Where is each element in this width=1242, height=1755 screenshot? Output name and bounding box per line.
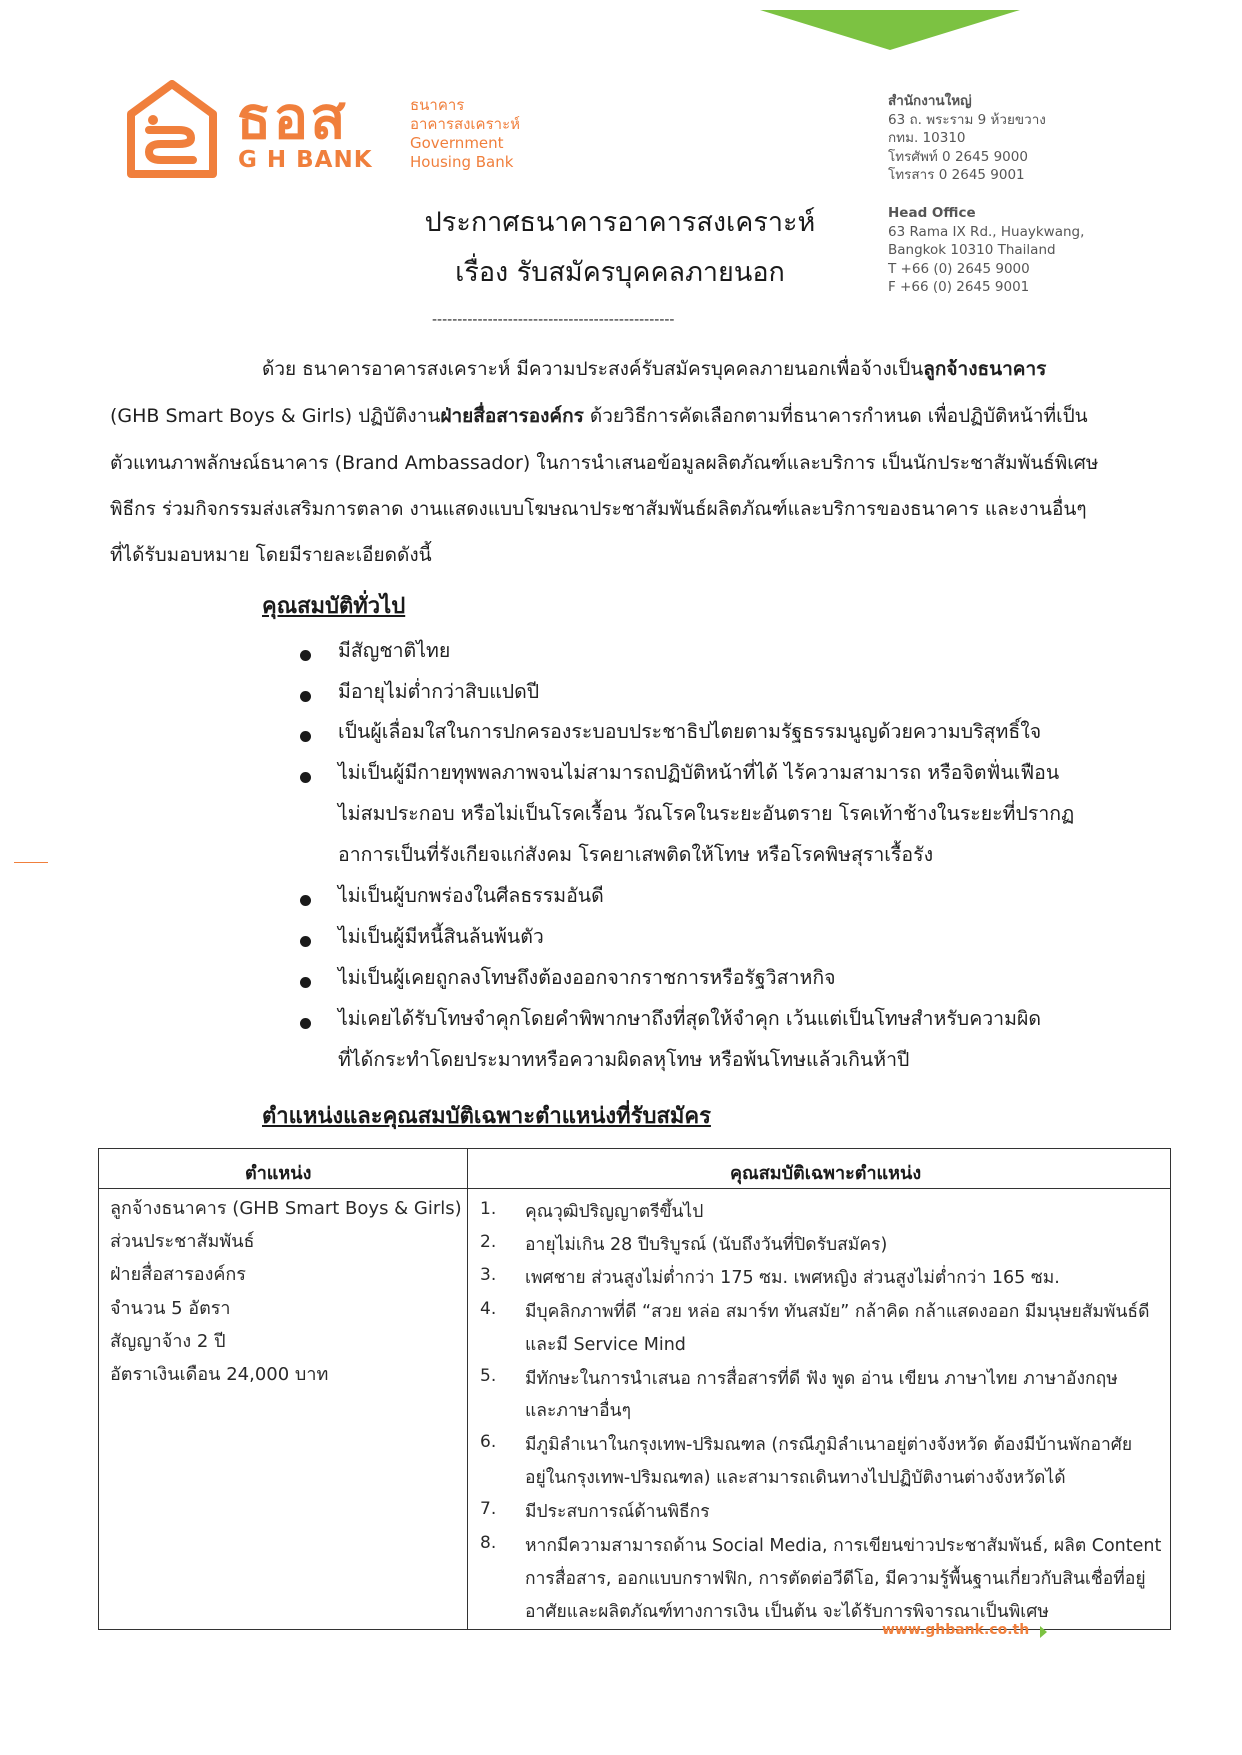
intro-bold-text: ลูกจ้างธนาคาร [923, 358, 1047, 380]
table-header-qualifications: คุณสมบัติเฉพาะตำแหน่ง [730, 1163, 922, 1184]
qualification-number: 5. [480, 1366, 497, 1386]
bullet-icon [300, 977, 311, 988]
qualification-text: อาศัยและผลิตภัณฑ์ทางการเงิน เป็นต้น จะได้รับการพิจารณาเป็นพิเศษ [525, 1602, 1049, 1622]
table-header-position: ตำแหน่ง [245, 1163, 312, 1184]
address-line: โทรศัพท์ 0 2645 9000 [888, 148, 1028, 165]
address-thai-heading: สำนักงานใหญ่ [888, 93, 972, 109]
address-line: 63 ถ. พระราม 9 ห้วยขวาง [888, 111, 1046, 128]
position-line: อัตราเงินเดือน 24,000 บาท [110, 1364, 329, 1385]
qualification-number: 8. [480, 1533, 497, 1553]
qualification-text: อยู่ในกรุงเทพ-ปริมณฑล) และสามารถเดินทางไปปฏิบัติงานต่างจังหวัดได้ [525, 1468, 1066, 1488]
bullet-icon [300, 650, 311, 661]
qualification-item: ไม่เป็นผู้มีกายทุพพลภาพจนไม่สามารถปฏิบัติหน้าที่ได้ ไร้ความสามารถ หรือจิตฟั่นเฟือน [338, 761, 1060, 784]
address-english [888, 204, 1084, 297]
position-line: ฝ่ายสื่อสารองค์กร [110, 1264, 246, 1285]
general-qualifications-heading: คุณสมบัติทั่วไป [262, 594, 406, 619]
address-thai [888, 92, 1046, 185]
qualification-text: มีภูมิลำเนาในกรุงเทพ-ปริมณฑล (กรณีภูมิลำเนาอยู่ต่างจังหวัด ต้องมีบ้านพักอาศัย [525, 1435, 1133, 1455]
qualification-number: 2. [480, 1232, 497, 1252]
title-separator: ------------------------------------------------ [432, 312, 675, 328]
qualification-item: มีสัญชาติไทย [338, 639, 451, 662]
table-column-divider [467, 1148, 468, 1630]
logo-sub-line: Government [410, 134, 504, 152]
intro-line: พิธีกร ร่วมกิจกรรมส่งเสริมการตลาด งานแสดงแบบโฆษณาประชาสัมพันธ์ผลิตภัณฑ์และบริการของธนาคาร และงานอื่นๆ [110, 498, 1087, 520]
position-section-heading: ตำแหน่งและคุณสมบัติเฉพาะตำแหน่งที่รับสมัคร [262, 1104, 711, 1129]
intro-text: ปฏิบัติงาน [352, 405, 441, 427]
intro-text: (GHB Smart Boys & Girls) [110, 405, 353, 427]
ghb-house-logo-icon [127, 80, 217, 178]
qualification-text: และมี Service Mind [525, 1335, 686, 1355]
address-line: F +66 (0) 2645 9001 [888, 279, 1030, 295]
bullet-icon [300, 1018, 311, 1029]
qualification-item: ไม่เป็นผู้มีหนี้สินล้นพ้นตัว [338, 925, 544, 948]
logo-sub-line: Housing Bank [410, 153, 514, 171]
position-line: สัญญาจ้าง 2 ปี [110, 1331, 226, 1352]
qualification-item: ไม่เคยได้รับโทษจำคุกโดยคำพิพากษาถึงที่สุดให้จำคุก เว้นแต่เป็นโทษสำหรับความผิด [338, 1007, 1042, 1030]
qualification-item: ไม่เป็นผู้บกพร่องในศีลธรรมอันดี [338, 884, 604, 907]
intro-line: ที่ได้รับมอบหมาย โดยมีรายละเอียดดังนี้ [110, 544, 432, 566]
position-line: จำนวน 5 อัตรา [110, 1298, 231, 1319]
bullet-icon [300, 691, 311, 702]
address-line: Bangkok 10310 Thailand [888, 242, 1056, 258]
qualification-number: 4. [480, 1299, 497, 1319]
qualification-text: มีทักษะในการนำเสนอ การสื่อสารที่ดี ฟัง พูด อ่าน เขียน ภาษาไทย ภาษาอังกฤษ [525, 1369, 1118, 1389]
qualification-text: คุณวุฒิปริญญาตรีขึ้นไป [525, 1202, 704, 1222]
footer-website-link[interactable]: www.ghbank.co.th [882, 1622, 1030, 1638]
address-english-heading: Head Office [888, 205, 976, 221]
intro-text: ด้วย ธนาคารอาคารสงเคราะห์ มีความประสงค์รับสมัครบุคคลภายนอกเพื่อจ้างเป็น [262, 358, 924, 380]
qualification-item: ไม่เป็นผู้เคยถูกลงโทษถึงต้องออกจากราชการหรือรัฐวิสาหกิจ [338, 966, 836, 989]
intro-line [110, 403, 1140, 429]
bullet-icon [300, 731, 311, 742]
qualification-text: เพศชาย ส่วนสูงไม่ต่ำกว่า 175 ซม. เพศหญิง ส่วนสูงไม่ต่ำกว่า 165 ซม. [525, 1268, 1060, 1288]
logo-english-name: G H BANK [238, 147, 373, 173]
qualification-text: มีบุคลิกภาพที่ดี “สวย หล่อ สมาร์ท ทันสมัย” กล้าคิด กล้าแสดงออก มีมนุษยสัมพันธ์ดี [525, 1302, 1150, 1322]
intro-bold-text: ฝ่ายสื่อสารองค์กร [440, 405, 584, 427]
margin-mark [14, 862, 48, 863]
bullet-icon [300, 772, 311, 783]
address-line: T +66 (0) 2645 9000 [888, 260, 1030, 277]
qualification-item-continued: ไม่สมประกอบ หรือไม่เป็นโรคเรื้อน วัณโรคในระยะอันตราย โรคเท้าช้างในระยะที่ปรากฏ [338, 802, 1075, 825]
qualification-number: 6. [480, 1432, 497, 1452]
qualification-number: 3. [480, 1265, 497, 1285]
address-line: โทรสาร 0 2645 9001 [888, 167, 1025, 183]
qualification-number: 1. [480, 1199, 497, 1219]
address-line: กทม. 10310 [888, 130, 966, 146]
bullet-icon [300, 936, 311, 947]
announcement-subject: เรื่อง รับสมัครบุคคลภายนอก [455, 257, 785, 288]
bullet-icon [300, 895, 311, 906]
qualification-text: มีประสบการณ์ด้านพิธีกร [525, 1502, 710, 1522]
qualification-number: 7. [480, 1499, 497, 1519]
intro-line: ตัวแทนภาพลักษณ์ธนาคาร (Brand Ambassador) ในการนำเสนอข้อมูลผลิตภัณฑ์และบริการ เป็นนักประชาสัมพันธ์พิเศษ [110, 452, 1099, 474]
top-green-triangle [760, 10, 1020, 50]
logo-subtitle [410, 96, 520, 172]
qualification-text: หากมีความสามารถด้าน Social Media, การเขียนข่าวประชาสัมพันธ์, ผลิต Content [525, 1536, 1162, 1556]
intro-text: ด้วยวิธีการคัดเลือกตามที่ธนาคารกำหนด เพื่อปฏิบัติหน้าที่เป็น [583, 405, 1088, 427]
qualification-item: มีอายุไม่ต่ำกว่าสิบแปดปี [338, 680, 540, 703]
qualification-text: การสื่อสาร, ออกแบบกราฟฟิก, การตัดต่อวีดีโอ, มีความรู้พื้นฐานเกี่ยวกับสินเชื่อที่อยู่ [525, 1569, 1146, 1589]
logo-sub-line: อาคารสงเคราะห์ [410, 115, 521, 133]
table-header-divider [98, 1188, 1171, 1189]
address-line: 63 Rama IX Rd., Huaykwang, [888, 223, 1085, 240]
announcement-title: ประกาศธนาคารอาคารสงเคราะห์ [424, 207, 816, 238]
logo-thai-name: ธอส [236, 84, 348, 152]
logo-sub-line: ธนาคาร [410, 96, 465, 114]
position-line: ลูกจ้างธนาคาร (GHB Smart Boys & Girls) [110, 1198, 462, 1219]
arrow-right-icon [1040, 1626, 1047, 1638]
qualification-item-continued: อาการเป็นที่รังเกียจแก่สังคม โรคยาเสพติดให้โทษ หรือโรคพิษสุราเรื้อรัง [338, 843, 934, 866]
qualification-text: และภาษาอื่นๆ [525, 1401, 631, 1421]
qualification-item: เป็นผู้เลื่อมใสในการปกครองระบอบประชาธิปไตยตามรัฐธรรมนูญด้วยความบริสุทธิ์ใจ [338, 720, 1042, 743]
qualification-item-continued: ที่ได้กระทำโดยประมาทหรือความผิดลหุโทษ หรือพ้นโทษแล้วเกินห้าปี [338, 1048, 910, 1071]
intro-line [262, 356, 1242, 382]
qualification-text: อายุไม่เกิน 28 ปีบริบูรณ์ (นับถึงวันที่ปิดรับสมัคร) [525, 1235, 888, 1255]
position-line: ส่วนประชาสัมพันธ์ [110, 1231, 255, 1252]
